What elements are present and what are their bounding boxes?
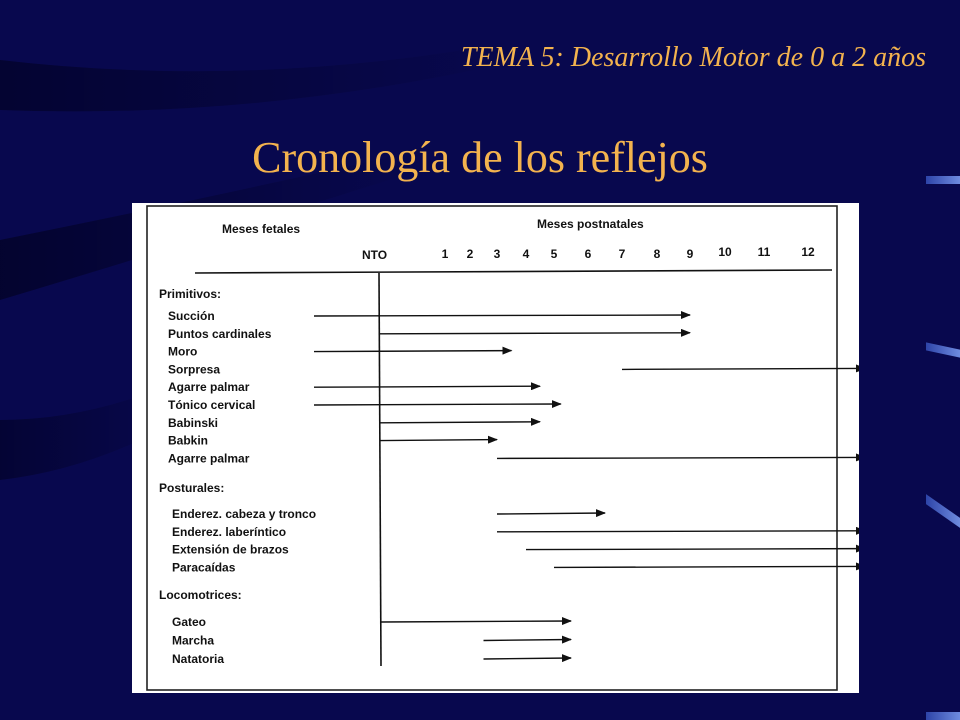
reflex-label: Marcha	[172, 633, 215, 648]
month-tick-label: 6	[584, 247, 592, 261]
month-tick-label: 8	[653, 247, 661, 261]
reflex-duration-arrow	[314, 315, 690, 316]
month-tick-label: 11	[757, 245, 771, 259]
reflex-duration-arrow	[497, 531, 859, 532]
month-tick-label: 12	[801, 245, 815, 259]
reflex-duration-arrow	[380, 422, 540, 423]
month-tick-label: 7	[618, 247, 626, 261]
reflex-label: Agarre palmar	[168, 380, 250, 395]
reflex-duration-arrow	[554, 566, 859, 567]
side-accent-mark	[926, 712, 960, 720]
header-rule	[195, 270, 832, 273]
reflex-group-label: Primitivos:	[159, 287, 222, 301]
month-tick-label: 9	[686, 247, 694, 261]
figure-border	[147, 206, 837, 690]
month-tick-label: 2	[466, 247, 474, 261]
reflex-label: Sorpresa	[168, 362, 221, 377]
reflex-duration-arrow	[314, 351, 512, 352]
reflex-timeline-figure	[132, 203, 859, 693]
fetal-months-label: Meses fetales	[222, 222, 301, 236]
reflex-label: Enderez. laberíntico	[172, 524, 287, 539]
postnatal-months-label: Meses postnatales	[537, 217, 644, 231]
reflex-duration-arrow	[380, 621, 571, 622]
reflex-label: Moro	[168, 344, 198, 359]
reflex-label: Natatoria	[172, 652, 225, 666]
month-tick-label: 3	[493, 247, 501, 261]
reflex-label: Paracaídas	[172, 560, 236, 575]
birth-line	[379, 273, 381, 666]
reflex-group-label: Posturales:	[159, 481, 225, 495]
reflex-label: Puntos cardinales	[168, 326, 272, 341]
reflex-label: Agarre palmar	[168, 451, 250, 466]
month-tick-label: 1	[441, 247, 449, 261]
reflex-duration-arrow	[622, 368, 859, 369]
reflex-duration-arrow	[380, 333, 690, 334]
reflex-group-label: Locomotrices:	[159, 588, 242, 602]
slide-title: Cronología de los reflejos	[252, 133, 708, 182]
month-tick-label: 4	[522, 247, 530, 261]
reflex-timeline-chart	[132, 203, 859, 693]
reflex-label: Extensión de brazos	[172, 542, 289, 557]
reflex-label: Enderez. cabeza y tronco	[172, 507, 317, 521]
month-tick-label: 5	[550, 247, 558, 261]
reflex-duration-arrow	[526, 549, 859, 550]
reflex-duration-arrow	[314, 386, 540, 387]
reflex-label: Babkin	[168, 433, 209, 448]
reflex-label: Succión	[168, 309, 215, 323]
reflex-duration-arrow	[484, 658, 572, 659]
reflex-duration-arrow	[484, 640, 572, 641]
reflex-duration-arrow	[380, 440, 497, 441]
reflex-duration-arrow	[497, 513, 605, 514]
month-tick-label: 10	[718, 245, 732, 259]
reflex-label: Gateo	[172, 615, 207, 629]
side-accent-mark	[926, 176, 960, 184]
reflex-duration-arrow	[314, 404, 561, 405]
birth-label: NTO	[362, 248, 388, 262]
reflex-label: Babinski	[168, 415, 219, 430]
reflex-duration-arrow	[497, 457, 859, 458]
reflex-label: Tónico cervical	[168, 398, 256, 412]
course-topic-header: TEMA 5: Desarrollo Motor de 0 a 2 años	[460, 42, 926, 73]
